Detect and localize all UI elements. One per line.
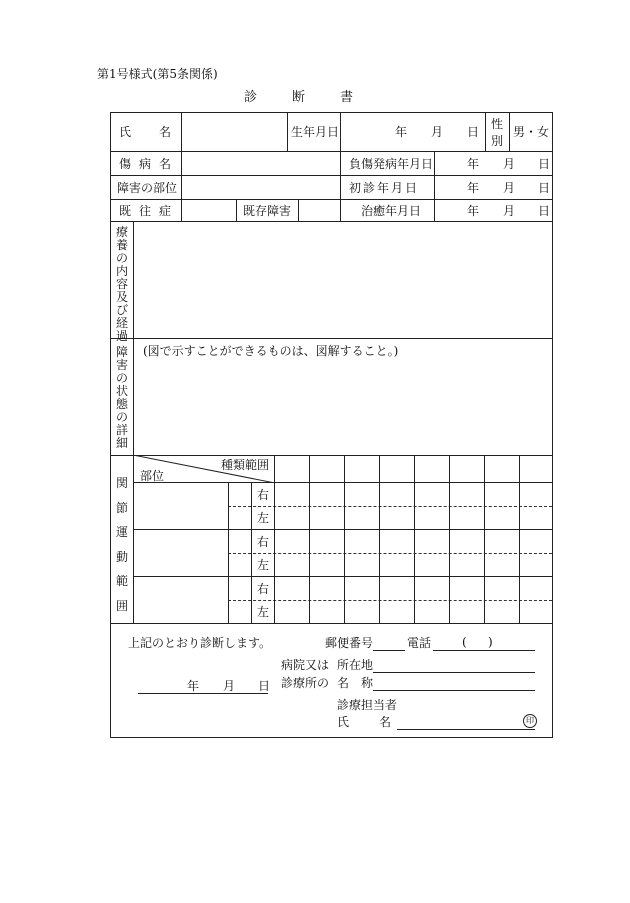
address-label: 所在地 xyxy=(337,658,374,672)
cure-day-label: 日 xyxy=(538,204,551,218)
certificate-date-line[interactable] xyxy=(138,693,268,694)
postal-code-line[interactable] xyxy=(373,650,405,651)
disability-site-field[interactable] xyxy=(182,176,339,198)
phone-line[interactable] xyxy=(433,650,535,651)
treatment-course-field[interactable] xyxy=(134,222,552,338)
name-label: 氏 名 xyxy=(119,125,171,139)
condition-details-label: 障 害 の 状 態 の 詳 細 xyxy=(115,345,128,450)
facility-name-line[interactable] xyxy=(373,690,535,691)
existing-disability-label: 既存障害 xyxy=(243,204,292,218)
doctor-label: 診療担当者 xyxy=(337,698,398,712)
footer-day-label: 日 xyxy=(258,679,271,693)
existing-disability-field[interactable] xyxy=(299,200,339,220)
disability-site-label: 障害の部位 xyxy=(117,181,178,195)
doctor-name-label: 氏名 xyxy=(337,715,422,729)
medical-certificate-form xyxy=(110,112,553,738)
joint-1-right-label: 右 xyxy=(257,488,270,502)
hospital-label-line1: 病院又は xyxy=(281,658,330,672)
phone-paren-close: ) xyxy=(488,635,493,649)
birth-month-label: 月 xyxy=(431,125,444,139)
seal-mark xyxy=(523,714,537,728)
site-header: 部位 xyxy=(140,469,165,483)
postal-code-label: 郵便番号 xyxy=(325,636,374,650)
injury-month-label: 月 xyxy=(503,157,516,171)
birth-year-label: 年 xyxy=(395,125,408,139)
footer-month-label: 月 xyxy=(223,679,236,693)
phone-paren-open: ( xyxy=(462,635,467,649)
footer-year-label: 年 xyxy=(187,679,200,693)
condition-note: (図で示すことができるものは、図解すること。) xyxy=(143,344,399,358)
first-visit-day-label: 日 xyxy=(538,181,551,195)
disease-name-label: 傷 病 名 xyxy=(119,157,171,171)
joint-3-right-label: 右 xyxy=(257,582,270,596)
cure-date-label: 治癒年月日 xyxy=(361,204,422,218)
document-title: 診 断 書 xyxy=(244,90,357,105)
phone-label: 電話 xyxy=(407,636,432,650)
joint-2-left-label: 左 xyxy=(257,558,270,572)
first-visit-month-label: 月 xyxy=(503,181,516,195)
first-visit-label: 初診年月日 xyxy=(349,181,420,195)
first-visit-year-label: 年 xyxy=(467,181,480,195)
birth-day-label: 日 xyxy=(467,125,480,139)
injury-day-label: 日 xyxy=(538,157,551,171)
birth-date-field[interactable] xyxy=(341,114,484,150)
treatment-course-label: 療 養 の 内 容 及 び 経 過 xyxy=(115,225,128,343)
past-history-field[interactable] xyxy=(182,200,235,220)
name-field[interactable] xyxy=(182,114,286,150)
birth-date-label: 生年月日 xyxy=(291,125,340,139)
sex-label xyxy=(487,116,507,151)
doctor-name-line[interactable] xyxy=(397,729,535,730)
condition-details-field[interactable] xyxy=(134,361,552,454)
past-history-label: 既往症 xyxy=(119,204,180,218)
cure-month-label: 月 xyxy=(503,204,516,218)
injury-date-label: 負傷発病年月日 xyxy=(349,157,434,171)
sex-label-text: 性別 xyxy=(490,117,503,149)
cure-year-label: 年 xyxy=(467,204,480,218)
sex-options[interactable]: 男・女 xyxy=(513,125,550,139)
form-number: 第1号様式(第5条関係) xyxy=(97,67,218,81)
seal-text: 印 xyxy=(526,716,534,725)
joint-1-left-label: 左 xyxy=(257,511,270,525)
statement: 上記のとおり診断します。 xyxy=(128,636,272,650)
facility-name-label: 名称 xyxy=(337,676,386,690)
joint-range-label: 関 節 運 動 範 囲 xyxy=(115,476,128,613)
disease-name-field[interactable] xyxy=(182,152,339,174)
joint-2-right-label: 右 xyxy=(257,535,270,549)
injury-year-label: 年 xyxy=(467,157,480,171)
joint-3-left-label: 左 xyxy=(257,605,270,619)
hospital-label-line2: 診療所の xyxy=(281,676,330,690)
type-range-header: 種類範囲 xyxy=(221,458,270,472)
address-line[interactable] xyxy=(373,672,535,673)
